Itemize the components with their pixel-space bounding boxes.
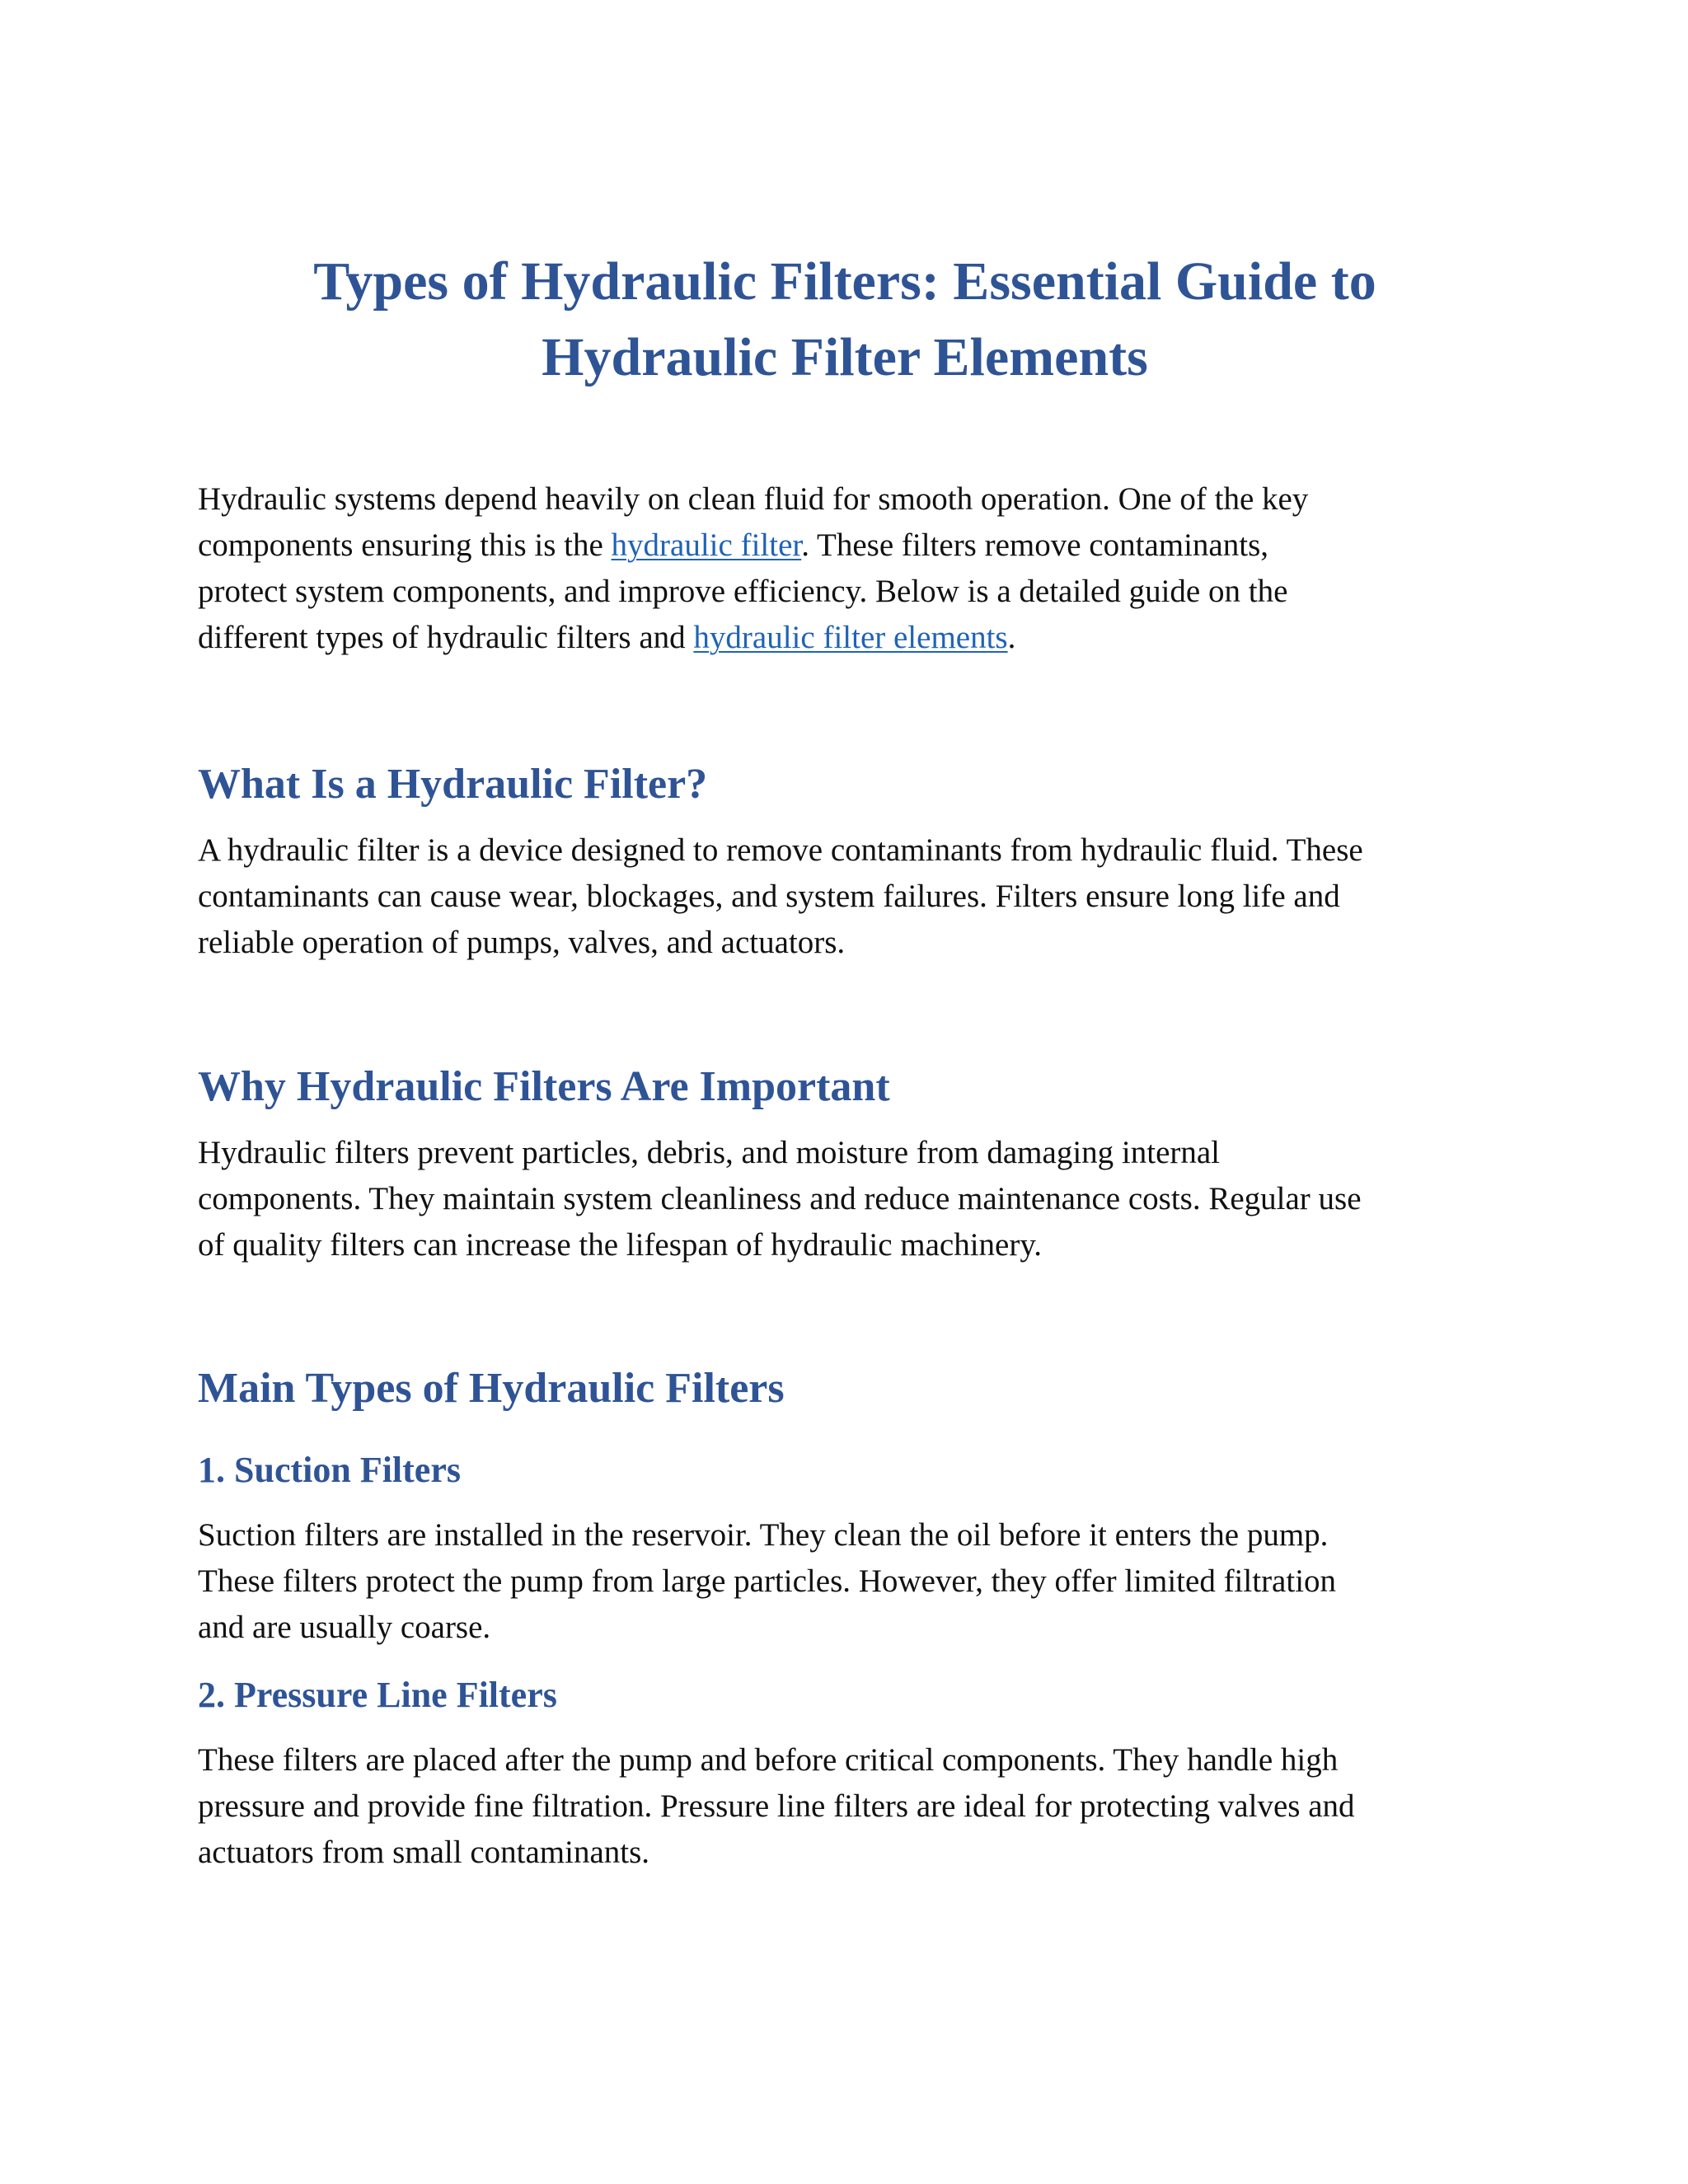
text-line: Hydraulic filters prevent particles, debris, and moisture from damaging internal	[198, 1135, 1221, 1170]
page-title-line: Types of Hydraulic Filters: Essential Guide to	[313, 251, 1376, 312]
text-segment: different types of hydraulic filters and	[198, 620, 694, 655]
text-line: of quality filters can increase the lifespan of hydraulic machinery.	[198, 1227, 1043, 1263]
text-segment: .	[1007, 620, 1016, 655]
what-paragraph	[198, 827, 1492, 966]
intro-paragraph	[198, 476, 1492, 661]
section-heading-types: Main Types of Hydraulic Filters	[198, 1365, 785, 1412]
text-line: reliable operation of pumps, valves, and actuators.	[198, 925, 846, 960]
text-line	[198, 523, 1492, 569]
text-segment: components ensuring this is the	[198, 527, 612, 563]
text-line: components. They maintain system cleanliness and reduce maintenance costs. Regular use	[198, 1181, 1362, 1216]
subheading-pressure-line-filters: 2. Pressure Line Filters	[198, 1675, 557, 1715]
text-line: These filters protect the pump from large particles. However, they offer limited filtration	[198, 1563, 1337, 1599]
text-line: Hydraulic systems depend heavily on clean fluid for smooth operation. One of the key	[198, 481, 1309, 517]
section-heading-what: What Is a Hydraulic Filter?	[198, 761, 708, 808]
hydraulic-filter-elements-link[interactable]: hydraulic filter elements	[693, 620, 1008, 655]
text-line: A hydraulic filter is a device designed to remove contaminants from hydraulic fluid. These	[198, 832, 1363, 868]
hydraulic-filter-link[interactable]: hydraulic filter	[611, 527, 802, 563]
text-line: and are usually coarse.	[198, 1610, 491, 1645]
text-line: pressure and provide fine filtration. Pressure line filters are ideal for protecting valves and	[198, 1788, 1355, 1824]
text-line: protect system components, and improve efficiency. Below is a detailed guide on the	[198, 574, 1288, 609]
text-segment: . These filters remove contaminants,	[801, 527, 1268, 563]
text-line: Suction filters are installed in the reservoir. They clean the oil before it enters the pump.	[198, 1517, 1329, 1553]
subheading-suction-filters: 1. Suction Filters	[198, 1450, 461, 1490]
text-line: contaminants can cause wear, blockages, and system failures. Filters ensure long life and	[198, 879, 1340, 914]
pressure-paragraph	[198, 1737, 1492, 1876]
text-line: These filters are placed after the pump and before critical components. They handle high	[198, 1742, 1339, 1778]
text-line: actuators from small contaminants.	[198, 1835, 650, 1870]
page-title	[198, 244, 1492, 396]
why-paragraph	[198, 1130, 1492, 1268]
text-line	[198, 615, 1492, 661]
suction-paragraph	[198, 1512, 1492, 1651]
section-heading-why: Why Hydraulic Filters Are Important	[198, 1063, 890, 1110]
page-title-line: Hydraulic Filter Elements	[542, 327, 1148, 387]
